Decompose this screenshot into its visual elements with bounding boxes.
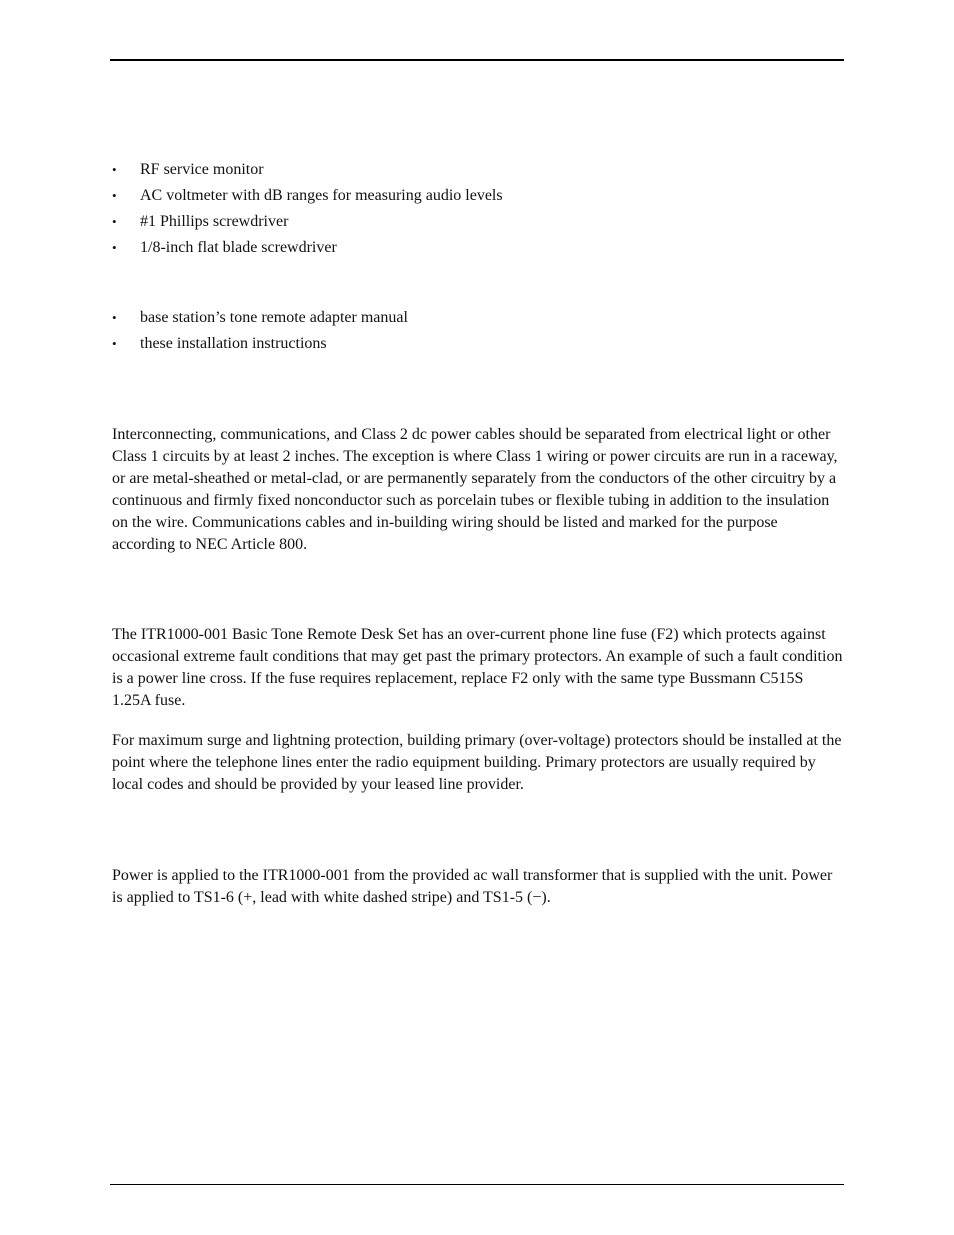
bullet: • [112, 188, 117, 203]
list-item [112, 238, 503, 264]
list-item [112, 186, 503, 212]
list-item-text: #1 Phillips screwdriver [140, 213, 289, 230]
bullet: • [112, 240, 117, 255]
fuse-paragraph: The ITR1000-001 Basic Tone Remote Desk Set has an over-current phone line fuse (F2) which protects against occasional extreme fault conditions that may get past the primary protectors. An example of such a fault condition is a power line cross. If the fuse requires replacement, replace F2 only with the same type Bussmann C515S 1.25A fuse. [112, 626, 843, 709]
header-rule [110, 59, 844, 61]
bullet: • [112, 214, 117, 229]
tools-list [112, 160, 503, 264]
list-item-text: AC voltmeter with dB ranges for measuring audio levels [140, 187, 503, 204]
bullet: • [112, 310, 117, 325]
list-item [112, 212, 503, 238]
list-item [112, 160, 503, 186]
list-item-text: 1/8-inch flat blade screwdriver [140, 239, 337, 256]
surge-paragraph: For maximum surge and lightning protection, building primary (over-voltage) protectors should be installed at the point where the telephone lines enter the radio equipment building. Primary protectors are usually required by local codes and should be provided by your leased line provider. [112, 732, 842, 793]
power-paragraph: Power is applied to the ITR1000-001 from the provided ac wall transformer that is supplied with the unit. Power is applied to TS1-6 (+, lead with white dashed stripe) and TS1-5 (−). [112, 867, 833, 906]
list-item [112, 334, 408, 360]
cabling-paragraph: Interconnecting, communications, and Class 2 dc power cables should be separated from electrical light or other Class 1 circuits by at least 2 inches. The exception is where Class 1 wiring or power circuits are run in a raceway, or are metal-sheathed or metal-clad, or are permanently separately from the conductors of the other circuitry by a continuous and firmly fixed nonconductor such as porcelain tubes or flexible tubing in addition to the insulation on the wire. Communications cables and in-building wiring should be listed and marked for the purpose according to NEC Article 800. [112, 426, 838, 553]
footer-rule [110, 1184, 844, 1185]
bullet: • [112, 336, 117, 351]
bullet: • [112, 162, 117, 177]
list-item-text: these installation instructions [140, 335, 327, 352]
list-item [112, 308, 408, 334]
documents-list [112, 308, 408, 360]
list-item-text: base station’s tone remote adapter manual [140, 309, 408, 326]
list-item-text: RF service monitor [140, 161, 264, 178]
